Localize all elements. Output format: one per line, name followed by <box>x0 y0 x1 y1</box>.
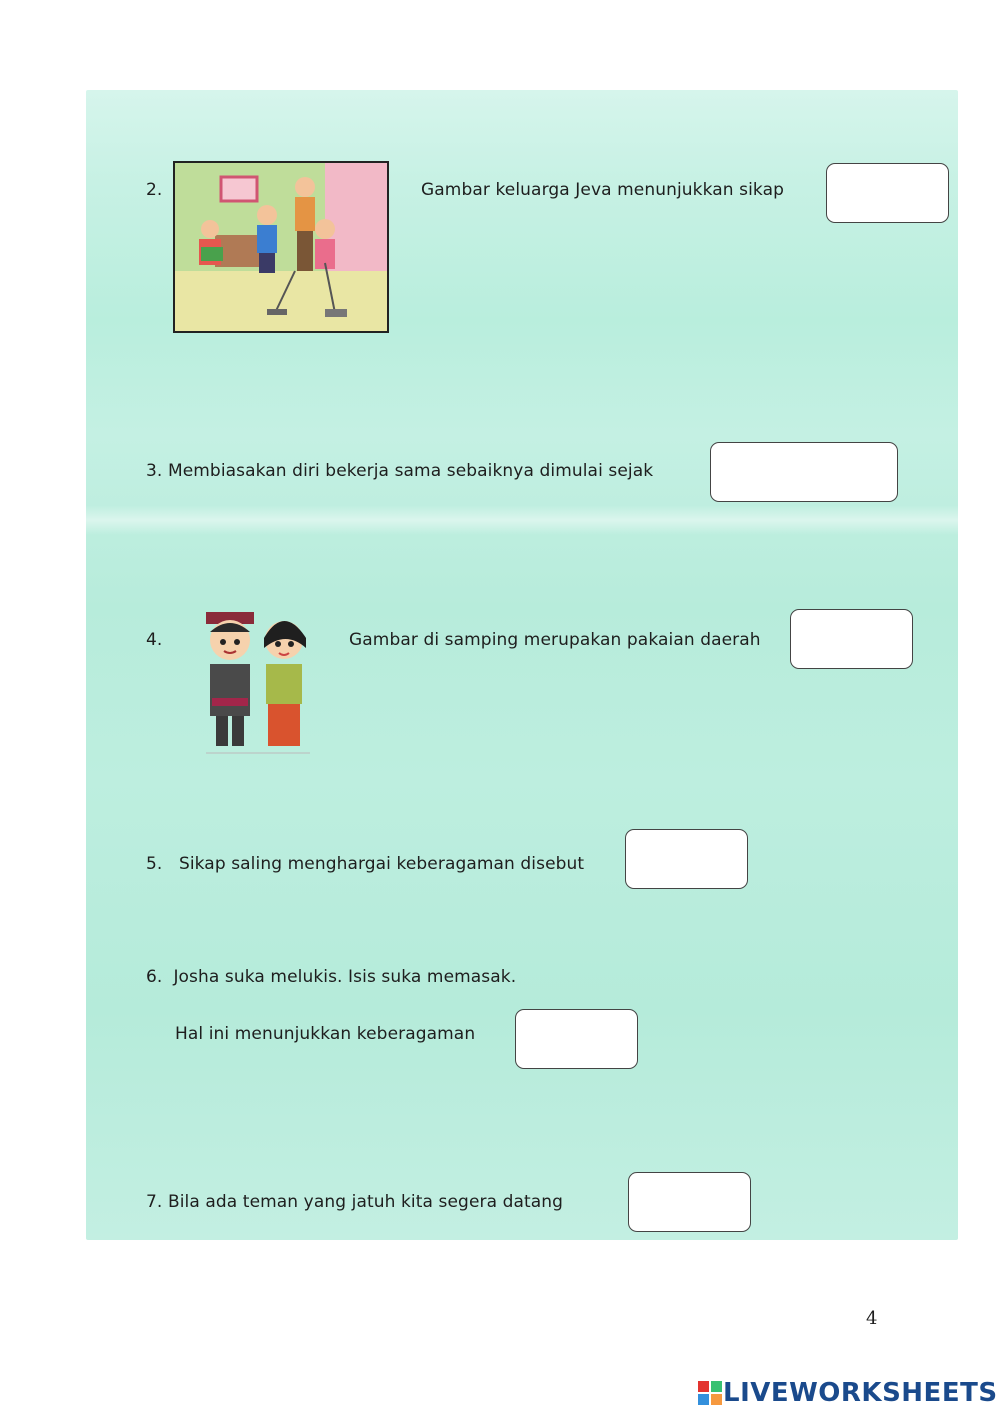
answer-box-2[interactable] <box>826 163 949 223</box>
page-number: 4 <box>866 1308 878 1329</box>
question-3-text: Membiasakan diri bekerja sama sebaiknya dimulai sejak <box>167 461 654 481</box>
question-4-number: 4. <box>146 630 163 650</box>
brand-name: LIVEWORKSHEETS <box>723 1378 998 1408</box>
question-6-number: 6. <box>146 967 163 987</box>
family-cleaning-illustration <box>173 161 389 333</box>
question-2-number: 2. <box>146 180 163 200</box>
question-7 <box>146 1192 563 1212</box>
liveworksheets-icon <box>697 1380 723 1406</box>
answer-box-4[interactable] <box>790 609 913 669</box>
answer-box-7[interactable] <box>628 1172 751 1232</box>
question-7-number: 7. <box>146 1192 163 1212</box>
question-3-number: 3. <box>146 461 163 481</box>
question-4-text: Gambar di samping merupakan pakaian daerah <box>349 630 761 650</box>
question-5-text: Sikap saling menghargai keberagaman disebut <box>178 854 585 874</box>
question-6-text: Josha suka melukis. Isis suka memasak. <box>173 967 517 987</box>
question-5 <box>146 854 584 874</box>
family-cleaning-image <box>175 163 387 331</box>
question-6 <box>146 967 516 987</box>
question-6-line2: Hal ini menunjukkan keberagaman <box>175 1024 476 1044</box>
question-5-number: 5. <box>146 854 163 874</box>
liveworksheets-logo[interactable] <box>697 1378 998 1408</box>
question-2-text: Gambar keluarga Jeva menunjukkan sikap <box>421 180 784 200</box>
traditional-clothing-illustration <box>200 598 315 756</box>
answer-box-3[interactable] <box>710 442 898 502</box>
question-3 <box>146 461 653 481</box>
answer-box-6[interactable] <box>515 1009 638 1069</box>
question-7-text: Bila ada teman yang jatuh kita segera datang <box>167 1192 564 1212</box>
answer-box-5[interactable] <box>625 829 748 889</box>
